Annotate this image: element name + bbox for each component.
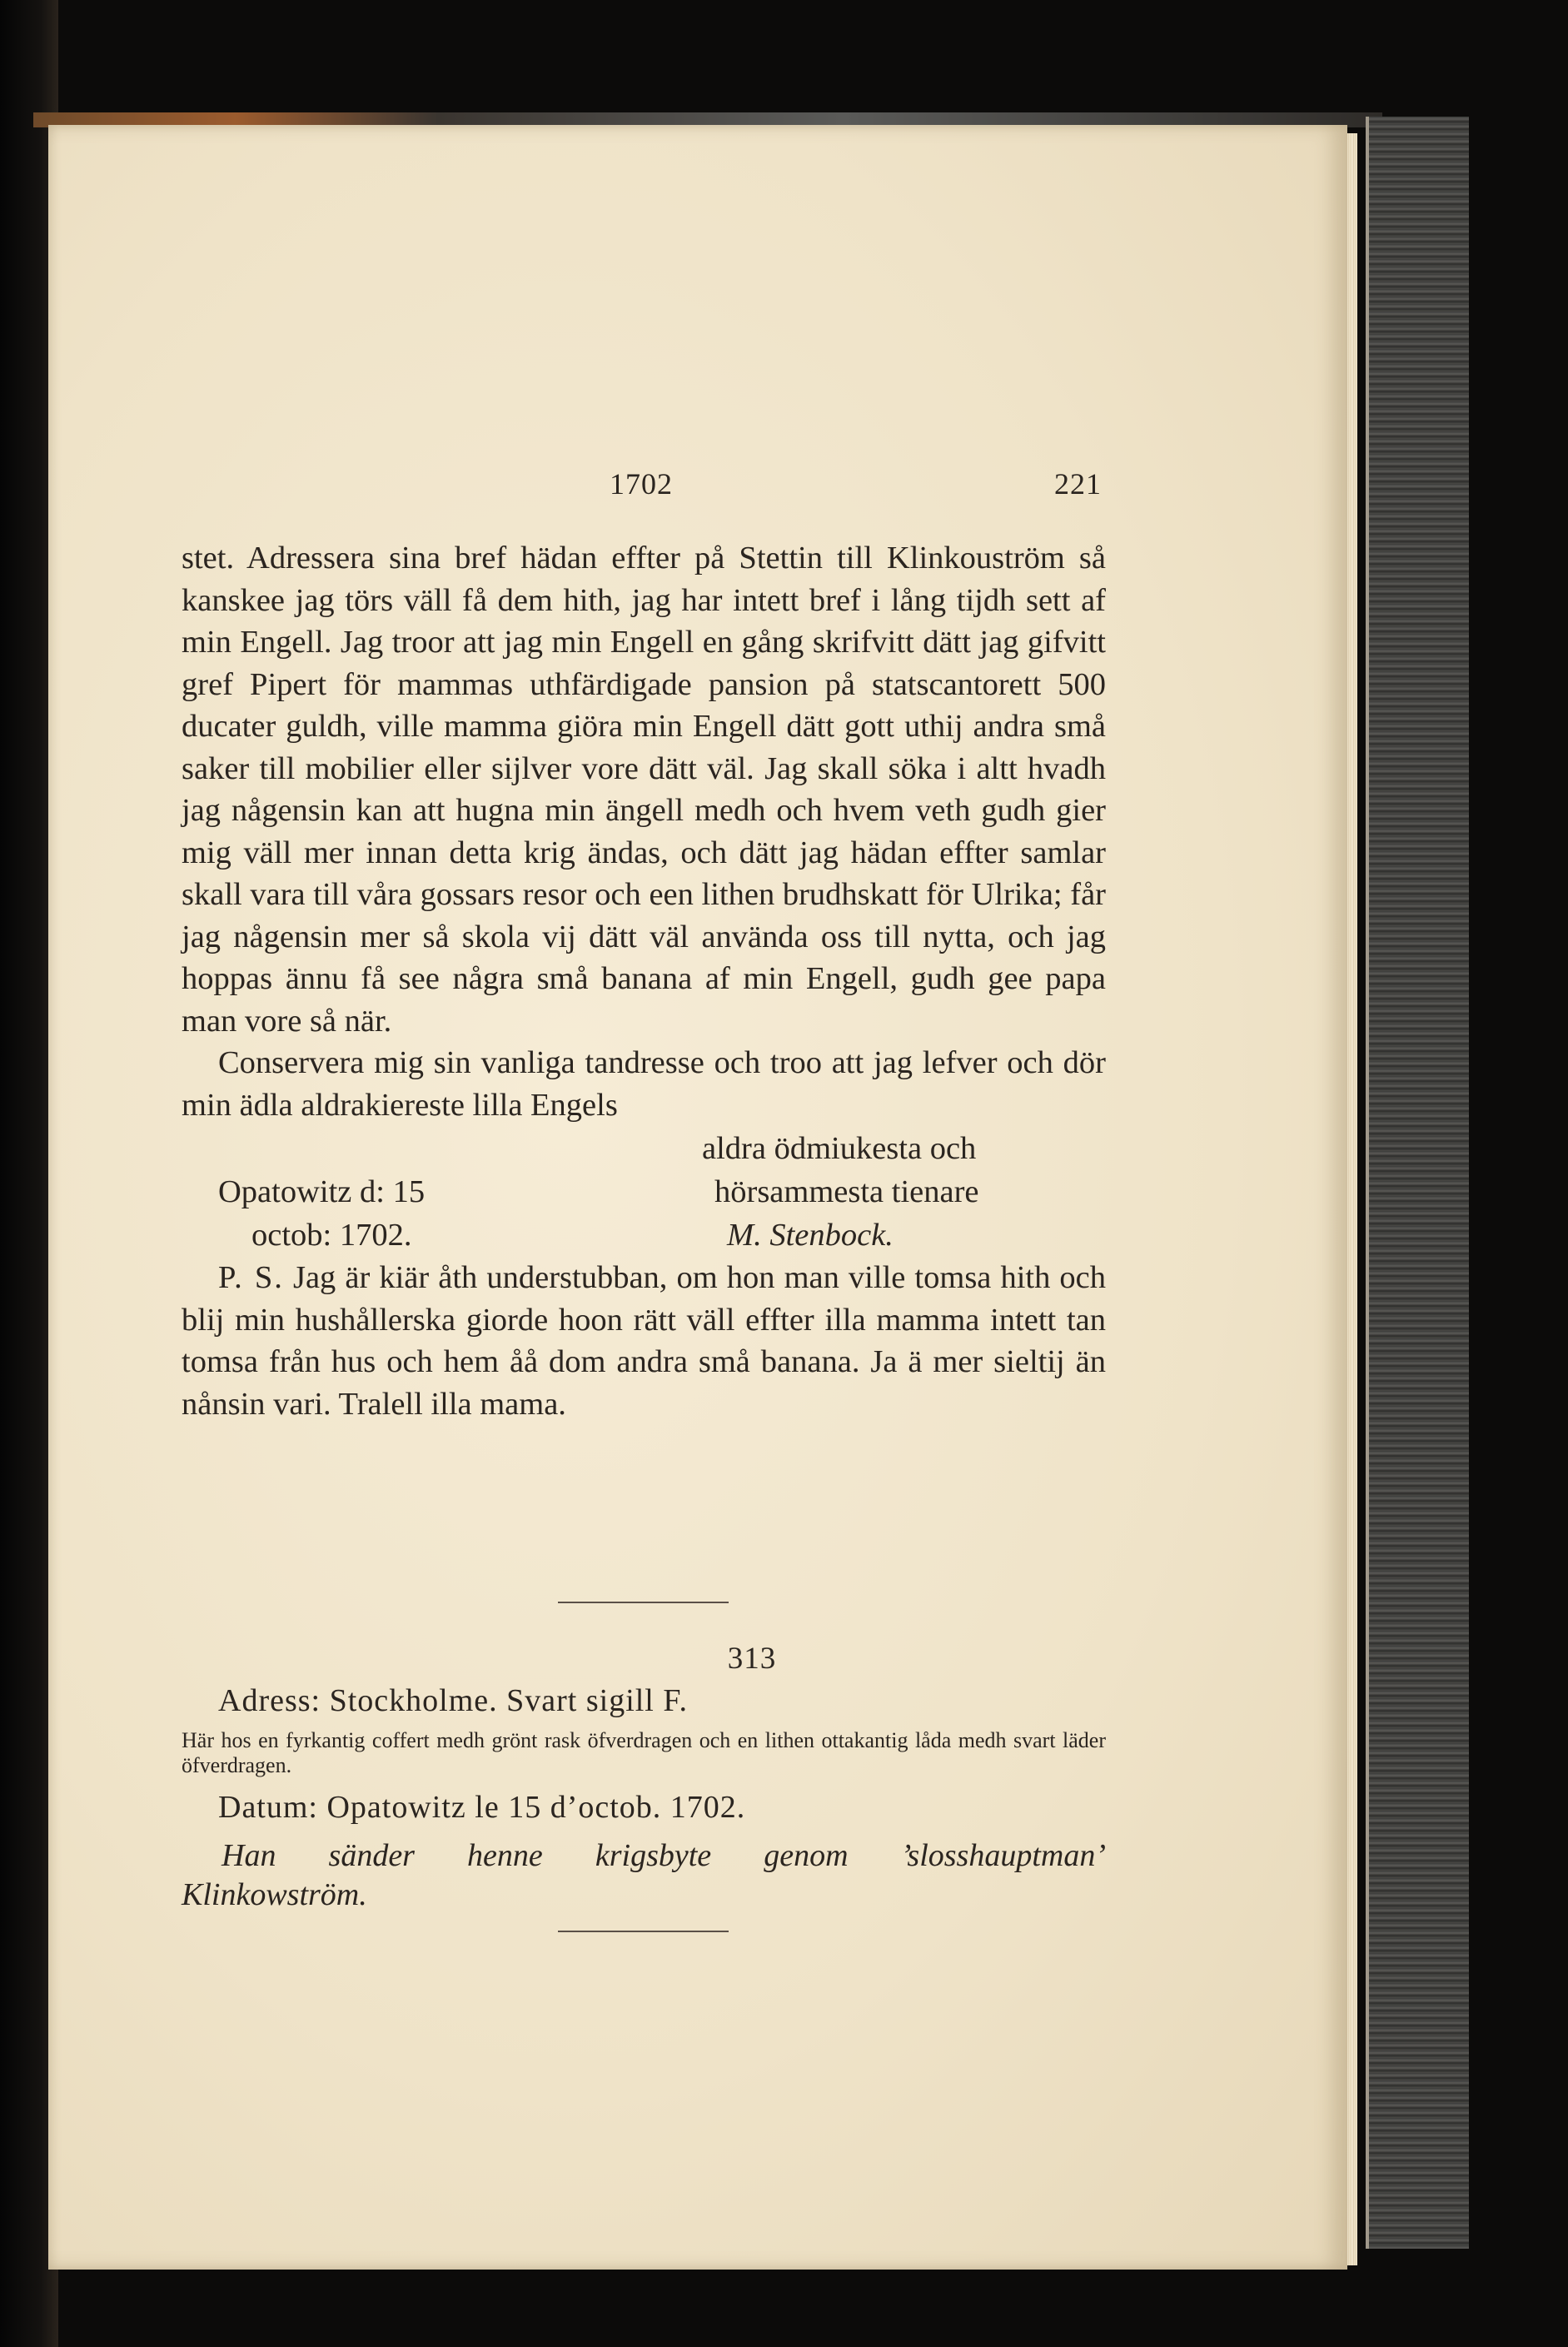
letter-place: Opatowitz d: 15 bbox=[218, 1174, 426, 1209]
salutation-line: hörsammesta tienare bbox=[714, 1174, 979, 1209]
address-line: Adress: Stockholme. Svart sigill F. bbox=[218, 1683, 688, 1718]
section-divider bbox=[558, 1931, 729, 1932]
letter-number: 313 bbox=[727, 1642, 777, 1676]
book-page bbox=[48, 125, 1347, 2270]
letter-closing-paragraph: Conservera mig sin vanliga tandresse och troo att jag lefver och dör min ädla aldrakiereste lilla Engels bbox=[182, 1045, 1106, 1123]
running-head: 1702 bbox=[610, 467, 673, 501]
postscript-text: Jag är kiär åth understubban, om hon man ville tomsa hith och blij min hushållerska giorde hoon rätt väll effter illa mamma intett tan tomsa från hus och hem åå dom andra små banana. Ja ä mer sieltij än nånsin vari. Tralell illa mama. bbox=[182, 1260, 1107, 1422]
salutation-line: aldra ödmiukesta och bbox=[702, 1131, 977, 1166]
postscript-mark: P. S. bbox=[218, 1260, 284, 1295]
letter-paragraph: stet. Adressera sina bref hädan effter på Stettin till Klinkouström så kanskee jag törs väll få dem hith, jag har intett bref i lång tijdh sett af min Engell. Jag troor att jag min Engell en gång skrifvitt dätt jag gifvitt gref Pipert för mammas uthfärdigade pansion på statscantorett 500 ducater guldh, ville mamma giöra min Engell dätt gott uthij andra små saker till mobilier eller sijlver vore dätt väl. Jag skall söka i altt hvadh jag någensin kan att hugna min ängell medh och hvem veth gudh gier mig väll mer innan detta krig ändas, och dätt jag hädan effter samlar skall vara till våra gossars resor och een lithen brudhskatt för Ulrika; får jag någensin mer så skola vij dätt väl använda oss till nytta, och jag hoppas ännu få see några små banana af min Engell, gudh gee papa man vore så när. bbox=[182, 541, 1106, 1039]
section-divider bbox=[558, 1602, 729, 1603]
datum-line: Datum: Opatowitz le 15 d’octob. 1702. bbox=[218, 1790, 746, 1825]
editorial-note: Här hos en fyrkantig coffert medh grönt rask öfverdragen och en lithen ottakantig låda medh svart läder öfverdragen. bbox=[182, 1728, 1106, 1777]
postscript bbox=[182, 1257, 1106, 1425]
letter-closing bbox=[182, 1128, 1106, 1257]
letter-body bbox=[182, 537, 1106, 1425]
letter-summary: Han sänder henne krigsbyte genom ’slosshauptman’ Klinkowström. bbox=[182, 1838, 1106, 1912]
book-cover-board bbox=[1366, 117, 1469, 2249]
page-header bbox=[48, 466, 1347, 508]
letter-date: octob: 1702. bbox=[251, 1218, 412, 1253]
page-number: 221 bbox=[1054, 467, 1102, 501]
signature: M. Stenbock. bbox=[727, 1218, 894, 1253]
